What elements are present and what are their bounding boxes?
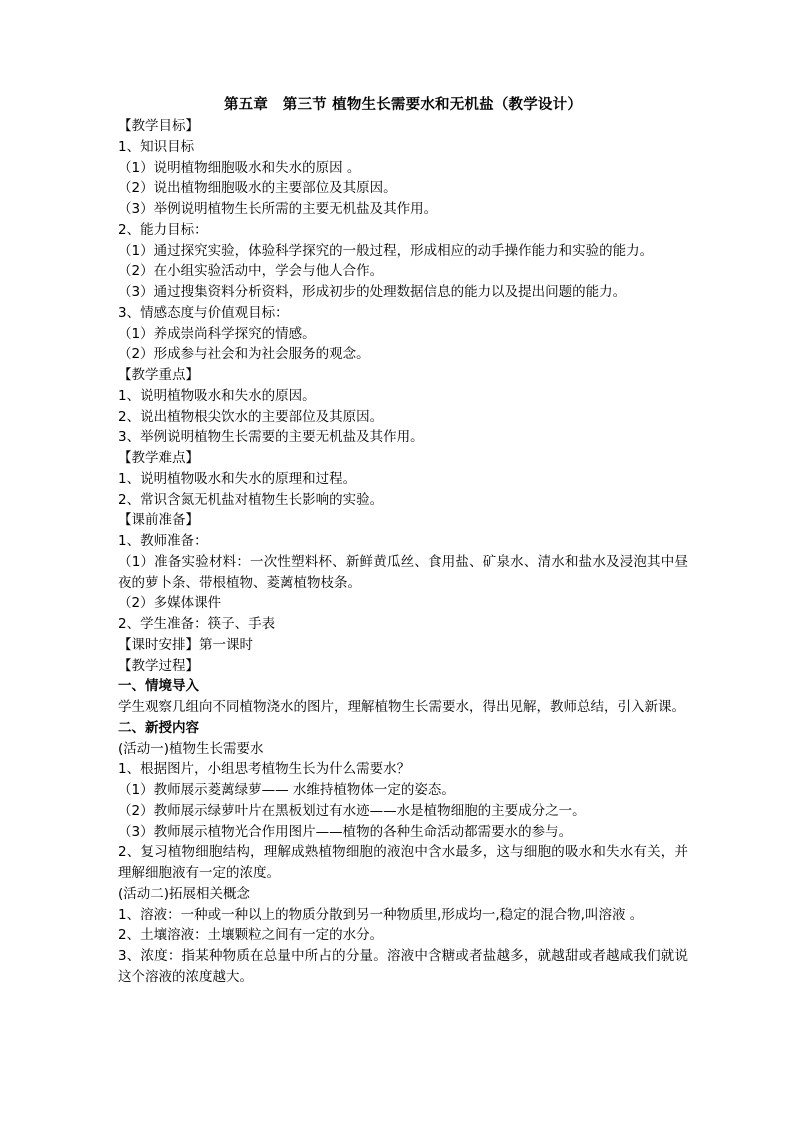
body-line: （2）教师展示绿萝叶片在黑板划过有水迹——水是植物细胞的主要成分之一。 bbox=[118, 802, 586, 819]
part-heading: 一、情境导入 bbox=[118, 678, 199, 695]
body-line: 2、土壤溶液：土壤颗粒之间有一定的水分。 bbox=[118, 927, 384, 944]
body-line: （1）教师展示菱蓠绿萝—— 水维持植物体一定的姿态。 bbox=[118, 782, 455, 798]
body-line: 3、情感态度与价值观目标： bbox=[118, 304, 289, 321]
body-line: （3）教师展示植物光合作用图片——植物的各种生命活动都需要水的参与。 bbox=[118, 823, 573, 840]
body-line: （2）多媒体课件 bbox=[118, 595, 222, 612]
body-line: （1）通过探究实验，体验科学探究的一般过程，形成相应的动手操作能力和实验的能力。 bbox=[118, 242, 654, 259]
body-line: 1、说明植物吸水和失水的原理和过程。 bbox=[118, 470, 357, 487]
body-line: 2、能力目标： bbox=[118, 221, 208, 238]
body-line: （3）举例说明植物生长所需的主要无机盐及其作用。 bbox=[118, 201, 438, 217]
body-line: （1）准备实验材料：一次性塑料杯、新鲜黄瓜丝、食用盐、矿泉水、清水和盐水及浸泡其中昼夜的萝卜条、带根植物、菱蓠植物枝条。 bbox=[118, 553, 688, 591]
part-heading: 二、新授内容 bbox=[118, 719, 199, 736]
body-line: （2）形成参与社会和为社会服务的观念。 bbox=[118, 346, 370, 363]
body-line: 1、说明植物吸水和失水的原因。 bbox=[118, 387, 316, 404]
document-body bbox=[118, 116, 688, 988]
body-line: （2）在小组实验活动中，学会与他人合作。 bbox=[118, 263, 384, 280]
body-line: 2、学生准备：筷子、手表 bbox=[118, 616, 276, 632]
document-title: 第五章 第三节 植物生长需要水和无机盐（教学设计） bbox=[223, 97, 583, 113]
document-page bbox=[118, 94, 688, 988]
body-line: 1、知识目标 bbox=[118, 138, 195, 155]
body-line: （2）说出植物细胞吸水的主要部位及其原因。 bbox=[118, 180, 397, 197]
body-line: （3）通过搜集资料分析资料，形成初步的处理数据信息的能力以及提出问题的能力。 bbox=[118, 284, 627, 300]
body-line: 1、教师准备： bbox=[118, 533, 208, 549]
section-heading: 【教学重点】 bbox=[118, 367, 199, 383]
body-line: 2、常识含氮无机盐对植物生长影响的实验。 bbox=[118, 491, 384, 508]
body-line: (活动二)拓展相关概念 bbox=[118, 885, 251, 902]
body-line: (活动一)植物生长需要水 bbox=[118, 740, 264, 757]
section-heading: 【教学目标】 bbox=[118, 118, 199, 134]
body-line: 1、溶液：一种或一种以上的物质分散到另一种物质里,形成均一,稳定的混合物,叫溶液 。 bbox=[118, 906, 644, 923]
body-line: 学生观察几组向不同植物浇水的图片，理解植物生长需要水，得出见解，教师总结，引入新课。 bbox=[118, 699, 685, 715]
section-heading: 【课时安排】第一课时 bbox=[118, 636, 253, 653]
body-line: 2、说出植物根尖饮水的主要部位及其原因。 bbox=[118, 408, 384, 425]
section-heading: 【教学难点】 bbox=[118, 450, 199, 466]
body-line: 1、根据图片，小组思考植物生长为什么需要水？ bbox=[118, 761, 411, 778]
section-heading: 【课前准备】 bbox=[118, 512, 199, 529]
body-line: （1）养成崇尚科学探究的情感。 bbox=[118, 325, 316, 342]
section-heading: 【教学过程】 bbox=[118, 657, 199, 674]
body-line: 3、浓度：指某种物质在总量中所占的分量。溶液中含糖或者盐越多，就越甜或者越咸我们就说这个溶液的浓度越大。 bbox=[118, 948, 688, 985]
body-line: 2、复习植物细胞结构，理解成熟植物细胞的液泡中含水最多，这与细胞的吸水和失水有关，并理解细胞液有一定的浓度。 bbox=[118, 844, 688, 881]
body-line: 3、举例说明植物生长需要的主要无机盐及其作用。 bbox=[118, 429, 424, 446]
body-line: （1）说明植物细胞吸水和失水的原因 。 bbox=[118, 159, 361, 176]
